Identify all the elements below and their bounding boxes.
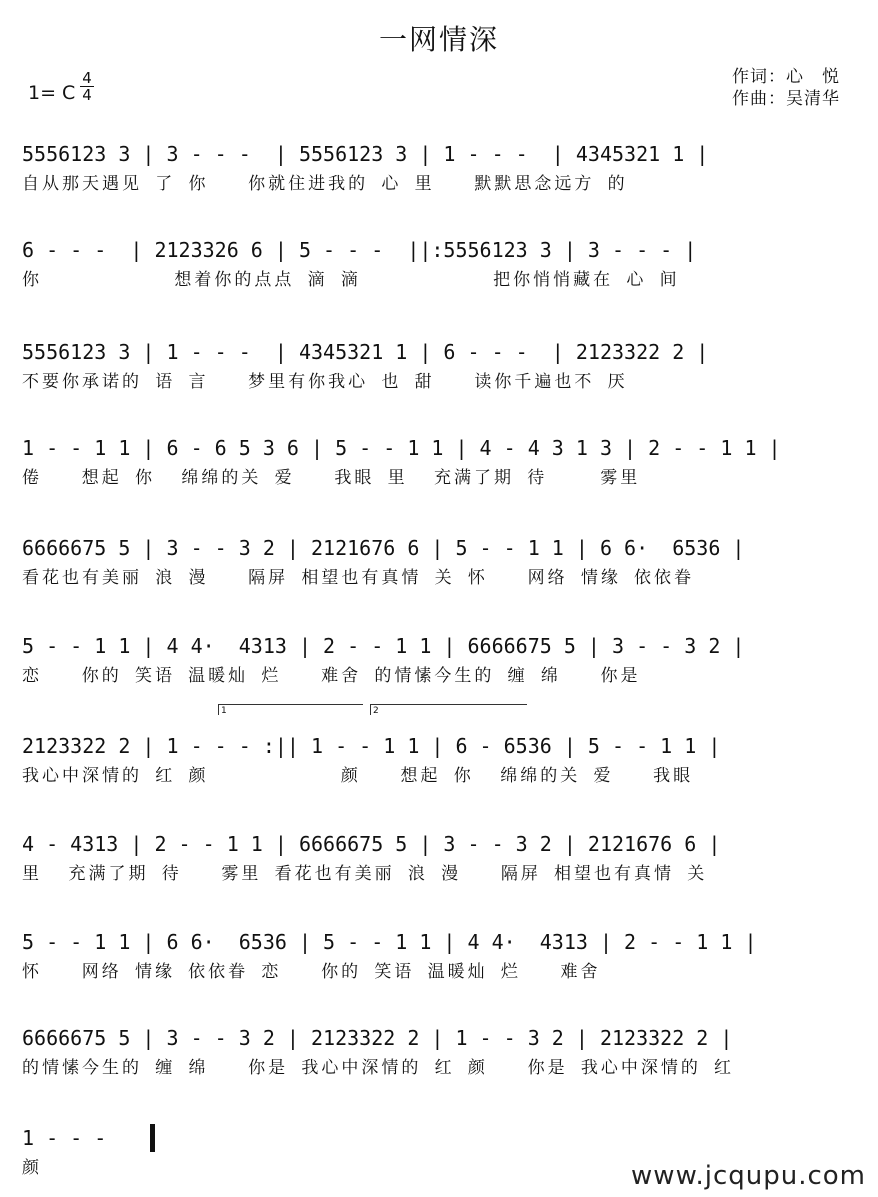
time-numerator: 4 xyxy=(80,70,94,87)
notes-line: 5 - - 1 1 | 6 6· 6536 | 5 - - 1 1 | 4 4· 4313 | 2 - - 1 1 | xyxy=(22,930,757,954)
composer-credit: 作曲：吴清华 xyxy=(732,89,840,109)
lyrics-line: 怀 网络 情缘 依依眷 恋 你的 笑语 温暖灿 烂 难舍 xyxy=(22,962,601,982)
volta-first-ending: 1 xyxy=(218,704,363,715)
notes-line: 6 - - - | 2123326 6 | 5 - - - ||:5556123 3 | 3 - - - | xyxy=(22,238,697,262)
notes-line: 5556123 3 | 1 - - - | 4345321 1 | 6 - - - | 2123322 2 | xyxy=(22,340,709,364)
lyrics-line: 看花也有美丽 浪 漫 隔屏 相望也有真情 关 怀 网络 情缘 依依眷 xyxy=(22,568,695,588)
lyrics-line: 的情愫今生的 缠 绵 你是 我心中深情的 红 颜 你是 我心中深情的 红 xyxy=(22,1058,735,1078)
notes-line: 4 - 4313 | 2 - - 1 1 | 6666675 5 | 3 - - 3 2 | 2121676 6 | xyxy=(22,832,721,856)
volta-second-ending: 2 xyxy=(370,704,527,715)
lyrics-line: 恋 你的 笑语 温暖灿 烂 难舍 的情愫今生的 缠 绵 你是 xyxy=(22,666,641,686)
time-signature xyxy=(80,70,94,103)
time-denominator: 4 xyxy=(82,86,92,104)
lyrics-line: 你 想着你的点点 滴 滴 把你悄悄藏在 心 间 xyxy=(22,270,680,290)
notes-line: 2123322 2 | 1 - - - :|| 1 - - 1 1 | 6 - 6536 | 5 - - 1 1 | xyxy=(22,734,721,758)
notes-line: 1 - - 1 1 | 6 - 6 5 3 6 | 5 - - 1 1 | 4 - 4 3 1 3 | 2 - - 1 1 | xyxy=(22,436,781,460)
notes-line: 6666675 5 | 3 - - 3 2 | 2123322 2 | 1 - - 3 2 | 2123322 2 | xyxy=(22,1026,733,1050)
lyrics-line: 里 充满了期 待 雾里 看花也有美丽 浪 漫 隔屏 相望也有真情 关 xyxy=(22,864,708,884)
lyrics-line: 不要你承诺的 语 言 梦里有你我心 也 甜 读你千遍也不 厌 xyxy=(22,372,628,392)
notes-line: 5 - - 1 1 | 4 4· 4313 | 2 - - 1 1 | 6666675 5 | 3 - - 3 2 | xyxy=(22,634,745,658)
notes-line: 1 - - - xyxy=(22,1126,119,1150)
final-barline xyxy=(150,1124,155,1152)
notes-line: 6666675 5 | 3 - - 3 2 | 2121676 6 | 5 - - 1 1 | 6 6· 6536 | xyxy=(22,536,745,560)
song-title: 一网情深 xyxy=(378,23,499,56)
notes-line: 5556123 3 | 3 - - - | 5556123 3 | 1 - - - | 4345321 1 | xyxy=(22,142,709,166)
lyrics-line: 自从那天遇见 了 你 你就住进我的 心 里 默默思念远方 的 xyxy=(22,174,628,194)
lyrics-line: 颜 xyxy=(22,1158,42,1178)
lyricist-credit: 作词：心 悦 xyxy=(732,67,840,87)
lyrics-line: 我心中深情的 红 颜 颜 想起 你 绵绵的关 爱 我眼 xyxy=(22,766,694,786)
lyrics-line: 倦 想起 你 绵绵的关 爱 我眼 里 充满了期 待 雾里 xyxy=(22,468,641,488)
watermark: www.jcqupu.com xyxy=(631,1161,866,1191)
key-signature: 1= C xyxy=(28,82,76,104)
